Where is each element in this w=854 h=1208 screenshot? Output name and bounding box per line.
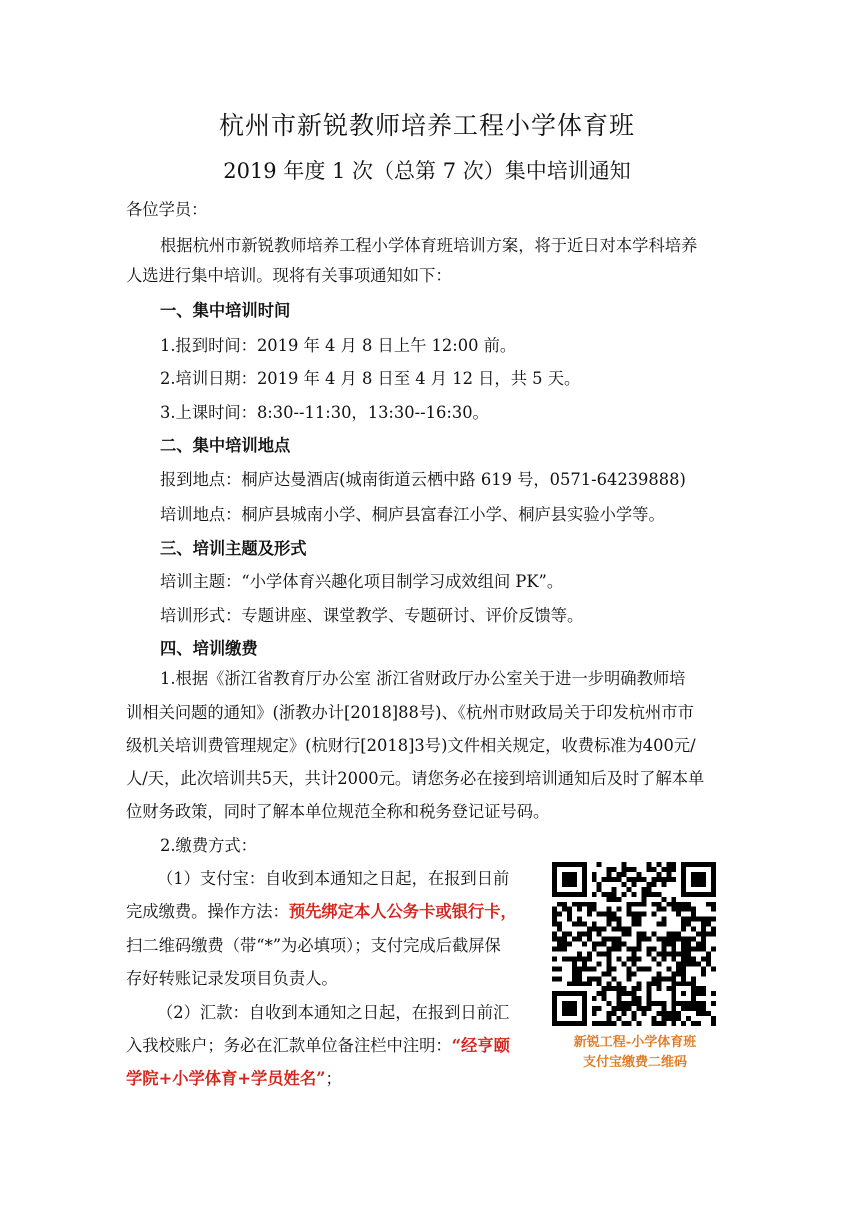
qr-caption-2: 支付宝缴费二维码 <box>582 1055 687 1070</box>
section-4-para-line-3: 级机关培训费管理规定》(杭财行[2018]3号)文件相关规定，收费标准为400元/ <box>126 736 696 755</box>
section-1-item-2: 2.培训日期：2019 年 4 月 8 日至 4 月 12 日，共 5 天。 <box>160 369 581 388</box>
intro-line-2: 人选进行集中培训。现将有关事项通知如下： <box>126 266 452 285</box>
remit-note-highlight-2: 学院+小学体育+学员姓名” <box>126 1069 326 1088</box>
section-4-para-line-2: 训相关问题的通知》(浙教办计[2018]88号)、《杭州市财政局关于印发杭州市市 <box>126 703 694 722</box>
intro-line-1: 根据杭州市新锐教师培养工程小学体育班培训方案，将于近日对本学科培养 <box>160 236 698 255</box>
section-4-para-line-4: 人/天，此次培训共5天，共计2000元。请您务必在接到培训通知后及时了解本单 <box>126 769 705 788</box>
alipay-line-2-text: 完成缴费。操作方法： <box>126 902 289 921</box>
qr-code[interactable] <box>552 862 718 1026</box>
alipay-line-2 <box>126 902 517 922</box>
doc-subtitle: 2019 年度 1 次（总第 7 次）集中培训通知 <box>223 159 631 183</box>
section-4-heading: 四、培训缴费 <box>160 639 258 658</box>
section-1-item-3: 3.上课时间：8:30--11:30，13:30--16:30。 <box>160 403 489 422</box>
section-2-heading: 二、集中培训地点 <box>160 436 291 455</box>
remit-note-highlight-1: “经亨颐 <box>451 1036 510 1055</box>
section-3-item-1: 培训主题：“小学体育兴趣化项目制学习成效组间 PK”。 <box>160 572 564 591</box>
remit-line-3 <box>126 1069 342 1089</box>
qr-caption-1: 新锐工程-小学体育班 <box>573 1035 697 1050</box>
payment-methods-label: 2.缴费方式： <box>160 836 257 855</box>
section-3-heading: 三、培训主题及形式 <box>160 539 307 558</box>
remit-line-2 <box>126 1036 510 1056</box>
doc-title: 杭州市新锐教师培养工程小学体育班 <box>218 111 635 140</box>
section-2-item-2: 培训地点：桐庐县城南小学、桐庐县富春江小学、桐庐县实验小学等。 <box>160 505 665 524</box>
remit-line-1: （2）汇款：自收到本通知之日起，在报到日前汇 <box>157 1003 510 1022</box>
alipay-line-4: 存好转账记录发项目负责人。 <box>126 969 338 988</box>
alipay-qr-code-icon[interactable] <box>552 862 716 1026</box>
remit-line-3-punct: ； <box>325 1069 342 1088</box>
alipay-line-3: 扫二维码缴费（带“*”为必填项）；支付完成后截屏保 <box>126 936 501 955</box>
section-1-item-1: 1.报到时间：2019 年 4 月 8 日上午 12:00 前。 <box>160 336 517 355</box>
section-2-item-1: 报到地点：桐庐达曼酒店(城南街道云栖中路 619 号，0571-64239888) <box>160 470 686 489</box>
alipay-line-1: （1）支付宝：自收到本通知之日起，在报到日前 <box>157 869 510 888</box>
alipay-instruction-highlight: 预先绑定本人公务卡或银行卡， <box>288 902 517 921</box>
section-4-para-line-1: 1.根据《浙江省教育厅办公室 浙江省财政厅办公室关于进一步明确教师培 <box>160 669 686 688</box>
greeting: 各位学员： <box>126 200 208 219</box>
section-3-item-2: 培训形式：专题讲座、课堂教学、专题研讨、评价反馈等。 <box>160 606 584 625</box>
remit-line-2-text: 入我校账户；务必在汇款单位备注栏中注明： <box>126 1036 452 1055</box>
section-4-para-line-5: 位财务政策，同时了解本单位规范全称和税务登记证号码。 <box>126 802 550 821</box>
section-1-heading: 一、集中培训时间 <box>160 301 291 320</box>
